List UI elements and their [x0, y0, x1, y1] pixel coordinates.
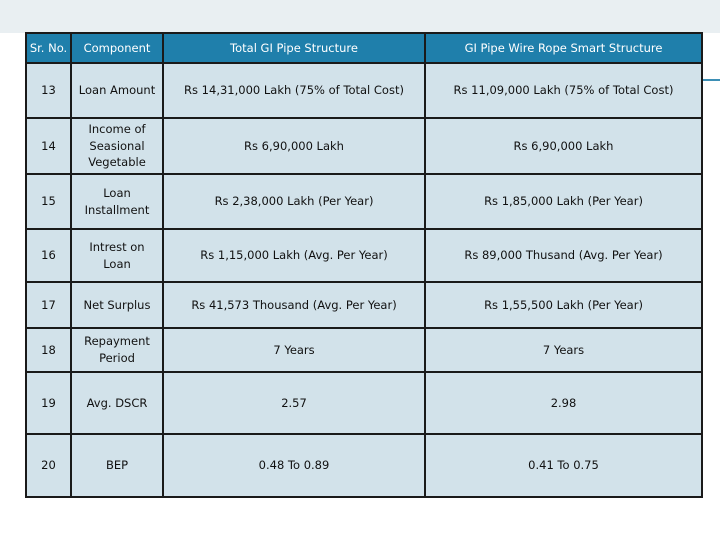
cell-wire-rope: Rs 6,90,000 Lakh	[425, 118, 702, 174]
cell-wire-rope: 2.98	[425, 372, 702, 434]
cell-component: Loan Installment	[71, 174, 163, 229]
header-sr-no: Sr. No.	[26, 33, 71, 63]
table-row	[26, 434, 702, 497]
cell-wire-rope: Rs 89,000 Thusand (Avg. Per Year)	[425, 229, 702, 282]
header-component: Component	[71, 33, 163, 63]
table-row	[26, 229, 702, 282]
accent-line	[700, 79, 720, 81]
table-row	[26, 372, 702, 434]
comparison-table	[25, 32, 703, 498]
cell-component: Income of Seasional Vegetable	[71, 118, 163, 174]
table-header-row	[26, 33, 702, 63]
cell-sr-no: 13	[26, 63, 71, 118]
cell-sr-no: 19	[26, 372, 71, 434]
cell-sr-no: 17	[26, 282, 71, 328]
table-row	[26, 328, 702, 372]
cell-sr-no: 15	[26, 174, 71, 229]
cell-gi-pipe: Rs 1,15,000 Lakh (Avg. Per Year)	[163, 229, 425, 282]
cell-sr-no: 16	[26, 229, 71, 282]
cell-gi-pipe: 2.57	[163, 372, 425, 434]
cell-gi-pipe: Rs 41,573 Thousand (Avg. Per Year)	[163, 282, 425, 328]
cell-gi-pipe: Rs 2,38,000 Lakh (Per Year)	[163, 174, 425, 229]
cell-component: Intrest on Loan	[71, 229, 163, 282]
table-row	[26, 118, 702, 174]
cell-gi-pipe: Rs 6,90,000 Lakh	[163, 118, 425, 174]
cell-wire-rope: 7 Years	[425, 328, 702, 372]
cell-gi-pipe: 7 Years	[163, 328, 425, 372]
slide-top-band	[0, 0, 720, 33]
cell-component: BEP	[71, 434, 163, 497]
cell-sr-no: 14	[26, 118, 71, 174]
cell-wire-rope: Rs 11,09,000 Lakh (75% of Total Cost)	[425, 63, 702, 118]
cell-component: Net Surplus	[71, 282, 163, 328]
cell-wire-rope: 0.41 To 0.75	[425, 434, 702, 497]
cell-component: Avg. DSCR	[71, 372, 163, 434]
cell-sr-no: 18	[26, 328, 71, 372]
table-row	[26, 63, 702, 118]
cell-component: Loan Amount	[71, 63, 163, 118]
cell-gi-pipe: 0.48 To 0.89	[163, 434, 425, 497]
table-row	[26, 174, 702, 229]
table-row	[26, 282, 702, 328]
cell-wire-rope: Rs 1,55,500 Lakh (Per Year)	[425, 282, 702, 328]
cell-gi-pipe: Rs 14,31,000 Lakh (75% of Total Cost)	[163, 63, 425, 118]
cell-sr-no: 20	[26, 434, 71, 497]
header-total-gi-pipe: Total GI Pipe Structure	[163, 33, 425, 63]
cell-wire-rope: Rs 1,85,000 Lakh (Per Year)	[425, 174, 702, 229]
cell-component: Repayment Period	[71, 328, 163, 372]
header-wire-rope-smart: GI Pipe Wire Rope Smart Structure	[425, 33, 702, 63]
